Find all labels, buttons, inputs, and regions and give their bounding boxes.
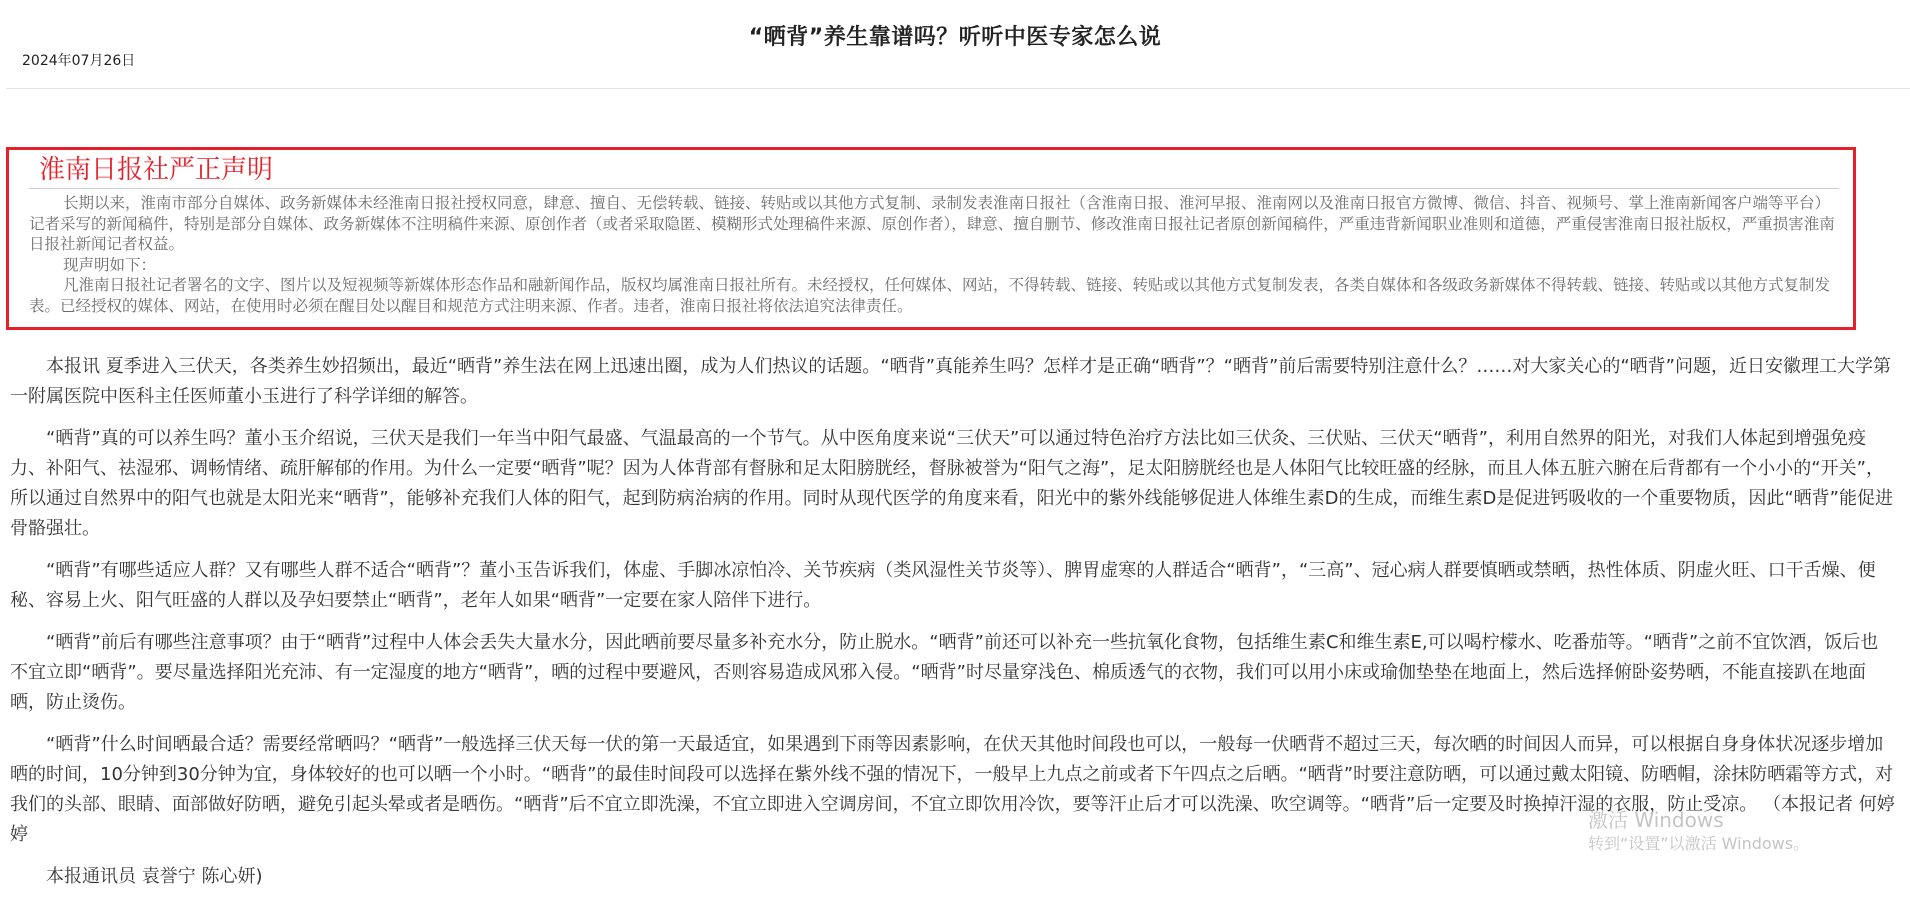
notice-heading: 淮南日报社严正声明 bbox=[39, 155, 274, 185]
article-title: “晒背”养生靠谱吗？听听中医专家怎么说 bbox=[748, 25, 1162, 50]
body-paragraph: “晒背”前后有哪些注意事项？由于“晒背”过程中人体会丢失大量水分，因此晒前要尽量多补充水分，防止脱水。“晒背”前还可以补充一些抗氧化食物，包括维生素C和维生素E,可以喝柠檬水、吃番茄等。“晒背”之前不宜饮酒，饭后也不宜立即“晒背”。要尽量选择阳光充沛、有一定湿度的地方“晒背”，晒的过程中要避风，否则容易造成风邪入侵。“晒背”时尽量穿浅色、棉质透气的衣物，我们可以用小床或瑜伽垫垫在地面上，然后选择俯卧姿势晒，不能直接趴在地面晒，防止烫伤。 bbox=[10, 632, 1879, 713]
body-paragraph: “晒背”有哪些适应人群？又有哪些人群不适合“晒背”？董小玉告诉我们，体虚、手脚冰凉怕冷、关节疾病（类风湿性关节炎等）、脾胃虚寒的人群适合“晒背”，“三高”、冠心病人群要慎晒或禁晒，热性体质、阴虚火旺、口干舌燥、便秘、容易上火、阳气旺盛的人群以及孕妇要禁止“晒背”，老年人如果“晒背”一定要在家人陪伴下进行。 bbox=[10, 560, 1876, 611]
windows-activation-watermark bbox=[1588, 808, 1809, 856]
header-divider bbox=[6, 88, 1910, 89]
notice-divider bbox=[29, 188, 1839, 189]
body-paragraph: 本报讯 夏季进入三伏天，各类养生妙招频出，最近“晒背”养生法在网上迅速出圈，成为人们热议的话题。“晒背”真能养生吗？怎样才是正确“晒背”？“晒背”前后需要特别注意什么？……对大家关心的“晒背”问题，近日安徽理工大学第一附属医院中医科主任医师董小玉进行了科学详细的解答。 bbox=[10, 356, 1891, 407]
article-header bbox=[0, 0, 1910, 82]
copyright-notice-box bbox=[6, 147, 1856, 330]
body-paragraph: “晒背”什么时间晒最合适？需要经常晒吗？“晒背”一般选择三伏天每一伏的第一天最适宜，如果遇到下雨等因素影响，在伏天其他时间段也可以，一般每一伏晒背不超过三天，每次晒的时间因人而异，可以根据自身身体状况逐步增加晒的时间，10分钟到30分钟为宜，身体较好的也可以晒一个小时。“晒背”的最佳时间段可以选择在紫外线不强的情况下，一般早上九点之前或者下午四点之后晒。“晒背”时要注意防晒，可以通过戴太阳镜、防晒帽，涂抹防晒霜等方式，对我们的头部、眼睛、面部做好防晒，避免引起头晕或者是晒伤。“晒背”后不宜立即洗澡，不宜立即进入空调房间，不宜立即饮用冷饮，要等汗止后才可以洗澡、吹空调等。“晒背”后一定要及时换掉汗湿的衣服，防止受凉。 （本报记者 何婷婷 bbox=[10, 734, 1895, 845]
watermark-line1: 激活 Windows bbox=[1588, 808, 1724, 832]
notice-paragraph: 现声明如下： bbox=[63, 255, 157, 274]
body-byline: 本报通讯员 袁誉宁 陈心妍) bbox=[46, 866, 263, 887]
notice-paragraph: 凡淮南日报社记者署名的文字、图片以及短视频等新媒体形态作品和融新闻作品，版权均属淮南日报社所有。未经授权，任何媒体、网站，不得转载、链接、转贴或以其他方式复制发表，各类自媒体和各级政务新媒体不得转载、链接、转贴或以其他方式复制发表。已经授权的媒体、网站，在使用时必须在醒目处以醒目和规范方式注明来源、作者。违者，淮南日报社将依法追究法律责任。 bbox=[29, 276, 1831, 315]
watermark-line2: 转到“设置”以激活 Windows。 bbox=[1588, 834, 1810, 853]
body-paragraph: “晒背”真的可以养生吗？董小玉介绍说，三伏天是我们一年当中阳气最盛、气温最高的一个节气。从中医角度来说“三伏天”可以通过特色治疗方法比如三伏灸、三伏贴、三伏天“晒背”，利用自然界的阳光，对我们人体起到增强免疫力、补阳气、祛湿邪、调畅情绪、疏肝解郁的作用。为什么一定要“晒背”呢？因为人体背部有督脉和足太阳膀胱经，督脉被誉为“阳气之海”，足太阳膀胱经也是人体阳气比较旺盛的经脉，而且人体五脏六腑在后背都有一个小小的“开关”，所以通过自然界中的阳气也就是太阳光来“晒背”，能够补充我们人体的阳气，起到防病治病的作用。同时从现代医学的角度来看，阳光中的紫外线能够促进人体维生素D的生成，而维生素D是促进钙吸收的一个重要物质，因此“晒背”能促进骨骼强壮。 bbox=[10, 428, 1894, 539]
notice-paragraph: 长期以来，淮南市部分自媒体、政务新媒体未经淮南日报社授权同意，肆意、擅自、无偿转载、链接、转贴或以其他方式复制、录制发表淮南日报社（含淮南日报、淮河早报、淮南网以及淮南日报官方微博、微信、抖音、视频号、掌上淮南新闻客户端等平台）记者采写的新闻稿件，特别是部分自媒体、政务新媒体不注明稿件来源、原创作者（或者采取隐匿、模糊形式处理稿件来源、原创作者），肆意、擅自删节、修改淮南日报社记者原创新闻稿件，严重违背新闻职业准则和道德，严重侵害淮南日报社版权，严重损害淮南日报社新闻记者权益。 bbox=[29, 194, 1835, 253]
article-date: 2024年07月26日 bbox=[22, 53, 136, 69]
